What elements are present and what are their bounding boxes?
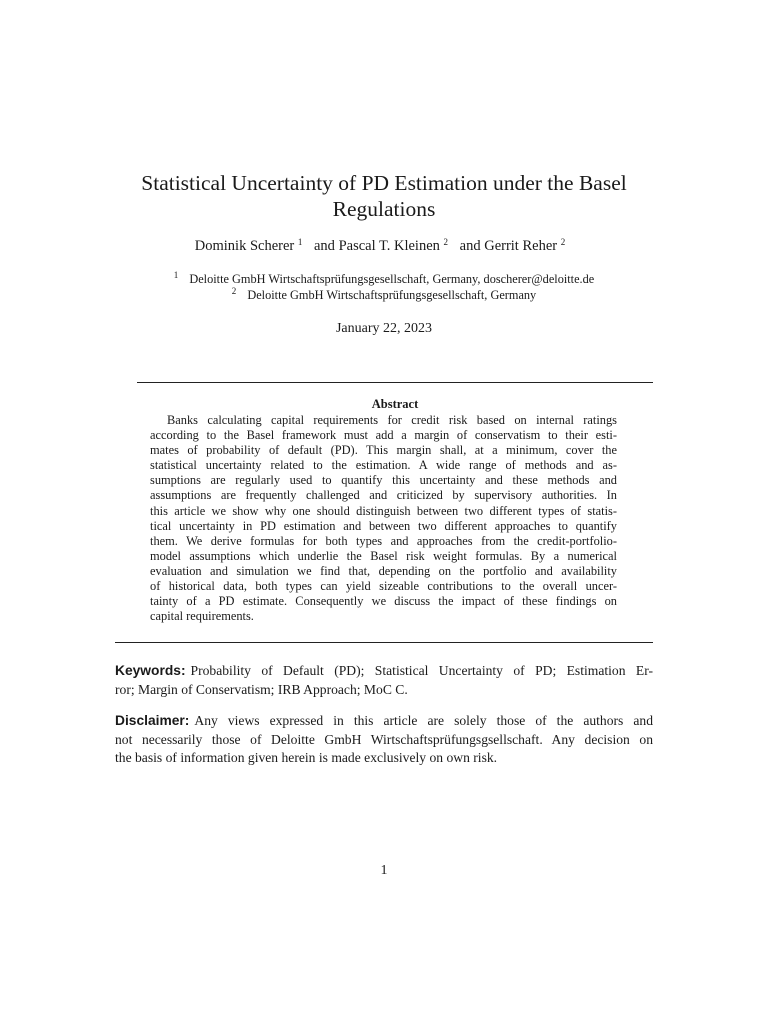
abstract-line: them. We derive formulas for both types and approaches from the credit-portfolio- — [150, 533, 617, 548]
disclaimer-text: Any views expressed in this article are solely those of the authors and — [194, 713, 653, 728]
abstract-line: tainty of a PD estimate. Consequently we discuss the impact of these findings on — [150, 594, 617, 609]
affiliation-marker: 1 — [173, 270, 179, 280]
page-number: 1 — [380, 863, 388, 878]
publication-date: January 22, 2023 — [335, 321, 433, 336]
abstract-bottom-rule — [115, 642, 653, 643]
abstract-line: sumptions are regularly used to quantify this uncertainty and these methods and — [150, 473, 617, 488]
abstract-heading: Abstract — [371, 397, 419, 411]
author-conjunction: and — [459, 238, 481, 254]
affiliation-text: Deloitte GmbH Wirtschaftsprüfungsgesellschaft, Germany, doscherer@deloitte.de — [189, 272, 595, 286]
abstract-body — [150, 413, 617, 624]
affiliation-2 — [100, 286, 668, 303]
disclaimer-paragraph — [115, 712, 653, 768]
author-name: Dominik Scherer — [194, 238, 295, 254]
keywords-label: Keywords: — [115, 663, 186, 678]
abstract-line: model assumptions which underlie the Basel risk weight formulas. By a numerical — [150, 548, 617, 563]
abstract-line: evaluation and simulation we find that, depending on the portfolio and availability — [150, 563, 617, 578]
disclaimer-label: Disclaimer: — [115, 713, 190, 728]
keywords-text: Probability of Default (PD); Statistical Uncertainty of PD; Estimation Er- — [190, 663, 653, 678]
keywords-paragraph — [115, 662, 653, 699]
abstract-line: according to the Basel framework must add a margin of conservatism to their esti- — [150, 428, 617, 443]
abstract-line: assumptions are frequently challenged and criticized by supervisory authorities. In — [150, 488, 617, 503]
abstract-line: tical uncertainty in PD estimation and between two different approaches to quantify — [150, 518, 617, 533]
abstract-line: statistical uncertainty related to the estimation. A wide range of methods and as- — [150, 458, 617, 473]
abstract-line: capital requirements. — [150, 609, 254, 624]
author-name: Gerrit Reher — [484, 238, 558, 254]
affiliation-1 — [100, 270, 668, 287]
affiliation-text: Deloitte GmbH Wirtschaftsprüfungsgesellschaft, Germany — [247, 288, 537, 302]
author-list — [100, 237, 668, 255]
title-line-2: Regulations — [332, 197, 436, 221]
author-name: Pascal T. Kleinen — [338, 238, 440, 254]
abstract-line: Banks calculating capital requirements for credit risk based on internal ratings — [167, 413, 617, 427]
disclaimer-text: not necessarily those of Deloitte GmbH Wirtschaftsprüfungsgsellschaft. Any decision on — [115, 731, 653, 747]
author-conjunction: and — [314, 238, 335, 254]
disclaimer-text: the basis of information given herein is made exclusively on own risk. — [115, 750, 498, 765]
affiliation-marker: 2 — [560, 237, 566, 247]
abstract-line: of historical data, both types can yield sizeable contributions to the overall uncer- — [150, 579, 617, 594]
title-line-1: Statistical Uncertainty of PD Estimation under the Basel — [141, 171, 627, 195]
affiliation-marker: 1 — [297, 237, 303, 247]
paper-title — [100, 170, 668, 222]
affiliation-marker: 2 — [231, 286, 237, 296]
abstract-line: mates of probability of default (PD). This margin shall, at a minimum, cover the — [150, 443, 617, 458]
abstract-line: this article we show why one should distinguish between two different types of statis- — [150, 503, 617, 518]
affiliation-marker: 2 — [443, 237, 449, 247]
abstract-top-rule — [137, 382, 653, 383]
keywords-text: ror; Margin of Conservatism; IRB Approach; MoC C. — [115, 681, 408, 697]
